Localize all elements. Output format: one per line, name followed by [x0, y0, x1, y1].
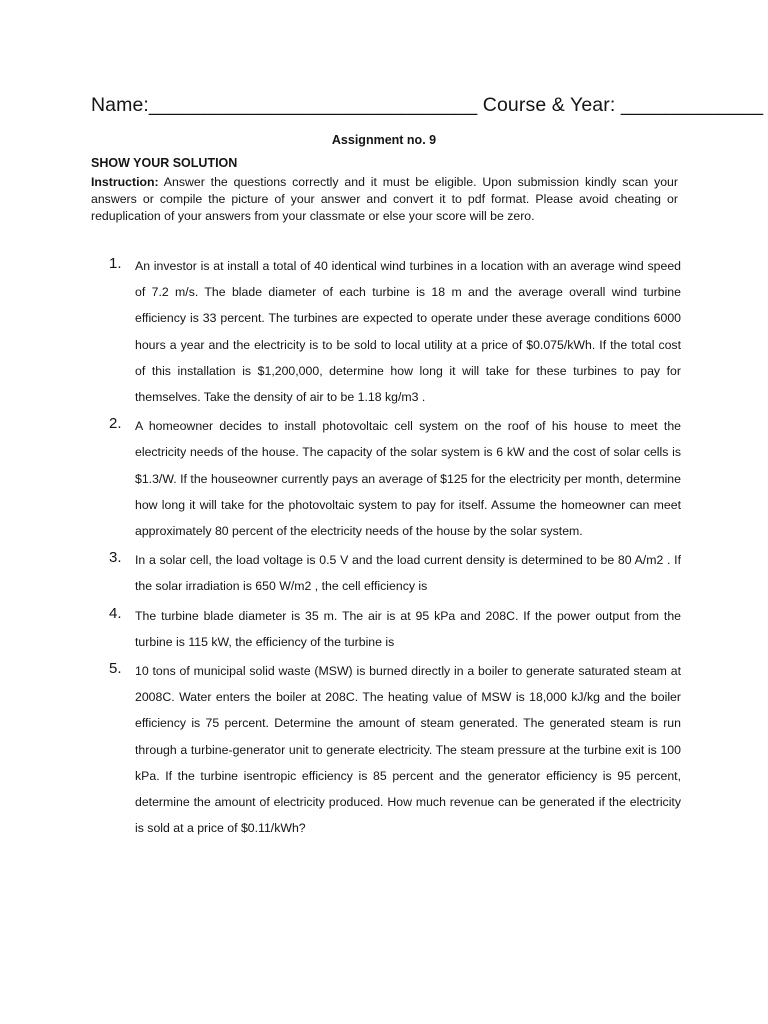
question-1: [91, 253, 681, 410]
question-5: [91, 658, 681, 841]
instruction-label: Instruction:: [91, 175, 159, 189]
question-number: 5.: [109, 660, 122, 678]
question-3: [91, 547, 681, 599]
question-text: The turbine blade diameter is 35 m. The air is at 95 kPa and 208C. If the power output from the turbine is 115 kW, the efficiency of the turbine is: [135, 608, 681, 649]
question-number: 2.: [109, 415, 122, 433]
question-4: [91, 603, 681, 655]
question-text: A homeowner decides to install photovoltaic cell system on the roof of his house to meet the electricity needs of the house. The capacity of the solar system is 6 kW and the cost of solar cells is $1.3/W. If the houseowner currently pays an average of $125 for the electricity per month, determine how long it will take for the photovoltaic system to pay for itself. Assume the homeowner can meet approximately 80 percent of the electricity needs of the house by the solar system.: [135, 419, 681, 539]
question-number: 1.: [109, 255, 122, 272]
assignment-title: Assignment no. 9: [331, 133, 437, 147]
show-solution-heading: SHOW YOUR SOLUTION: [91, 156, 238, 170]
question-text: An investor is at install a total of 40 identical wind turbines in a location with an average wind speed of 7.2 m/s. The blade diameter of each turbine is 18 m and the average overall wind turbine efficiency is 33 percent. The turbines are expected to operate under these average conditions 6000 hours a year and the electricity is to be sold to local utility at a price of $0.075/kWh. If the total cost of this installation is $1,200,000, determine how long it will take for these turbines to pay for themselves. Take the density of air to be 1.18 kg/m3 .: [135, 259, 681, 405]
question-text: In a solar cell, the load voltage is 0.5 V and the load current density is determined to be 80 A/m2 . If the solar irradiation is 650 W/m2 , the cell efficiency is: [135, 553, 681, 594]
question-list: [91, 253, 681, 844]
question-2: [91, 413, 681, 544]
instruction-text: Answer the questions correctly and it must be eligible. Upon submission kindly scan your answers or compile the picture of your answer and convert it to pdf format. Please avoid cheating or reduplication of your answers from your classmate or else your score will be zero.: [91, 175, 678, 224]
name-course-year-line: Name:______________________________ Course & Year: _____________: [91, 94, 764, 116]
instruction-paragraph: [91, 174, 678, 226]
question-number: 4.: [109, 604, 122, 622]
question-number: 3.: [109, 549, 122, 567]
question-text: 10 tons of municipal solid waste (MSW) is burned directly in a boiler to generate saturated steam at 2008C. Water enters the boiler at 208C. The heating value of MSW is 18,000 kJ/kg and the boiler efficiency is 75 percent. Determine the amount of steam generated. The generated steam is run through a turbine-generator unit to generate electricity. The steam pressure at the turbine exit is 100 kPa. If the turbine isentropic efficiency is 85 percent and the generator efficiency is 95 percent, determine the amount of electricity produced. How much revenue can be generated if the electricity is sold at a price of $0.11/kWh?: [135, 664, 681, 836]
